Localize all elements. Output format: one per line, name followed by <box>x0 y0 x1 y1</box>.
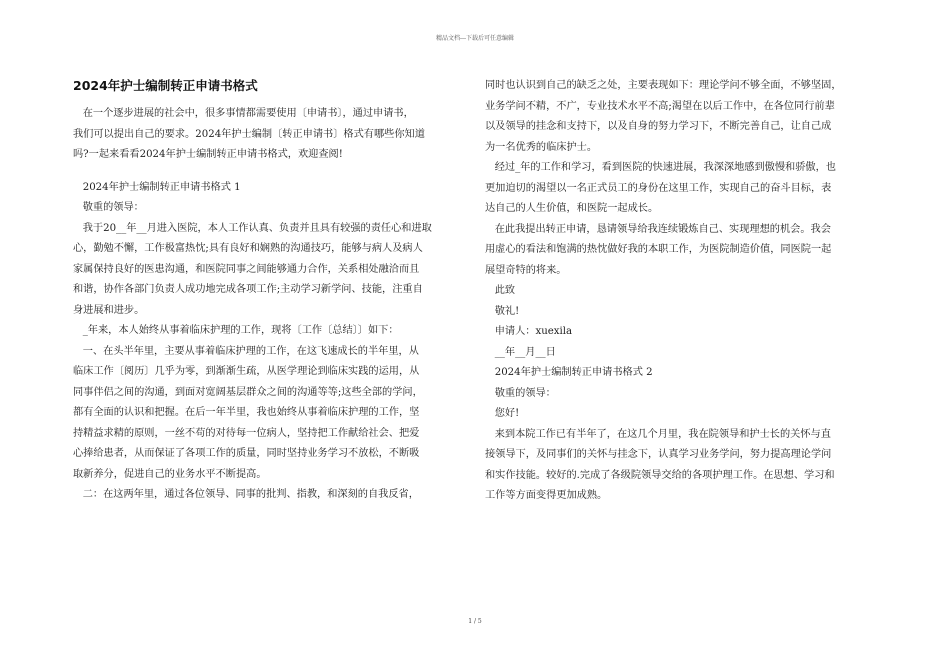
paragraph-line: 二：在这两年里，通过各位领导、同事的批判、指教，和深刻的自我反省， <box>73 489 419 500</box>
paragraph-line: 用虚心的看法和饱满的热忱做好我的本职工作，为医院制造价值，同医院一起 <box>485 244 832 255</box>
paragraph-line: 和实作技能。较好的.完成了各级院领导交给的各项护理工作。在思想、学习和 <box>485 469 835 481</box>
paragraph-line: 2024年护士编制转正申请书格式 1 <box>73 181 241 193</box>
paragraph-line: 同时也认识到自己的缺乏之处，主要表现如下：理论学问不够全面，不够坚固， <box>485 80 842 91</box>
paragraph-line: 工作等方面变得更加成熟。 <box>485 490 608 501</box>
paragraph-line: 家属保持良好的医患沟通，和医院同事之间能够通力合作，关系相处融洽而且 <box>73 263 420 275</box>
date-line: __年__月__日 <box>485 346 556 358</box>
right-column <box>485 76 880 507</box>
paragraph-line: 我们可以提出自己的要求。2024年护士编制〔转正申请书〕格式有哪些你知道 <box>73 128 425 140</box>
greeting-line: 您好! <box>485 408 520 419</box>
paragraph-line: 业务学问不精，不广，专业技术水平不高;渴望在以后工作中，在各位同行前辈 <box>485 100 835 112</box>
paragraph-line: _年来，本人始终从事着临床护理的工作，现将〔工作〔总结〕〕如下： <box>73 325 399 336</box>
paragraph-line: 心，勤勉不懈，工作极富热忱;具有良好和娴熟的沟通技巧，能够与病人及病人 <box>73 243 423 254</box>
paragraph-line: 临床工作〔阅历〕几乎为零，到渐渐生疏，从医学理论到临床实践的运用，从 <box>73 366 420 377</box>
paragraph-line: 展望奇特的将来。 <box>485 264 567 276</box>
paragraph-line: 在一个逐步进展的社会中，很多事情都需要使用〔申请书〕，通过申请书， <box>73 108 414 119</box>
paragraph-line: 我于20__年__月进入医院，本人工作认真、负责并且具有较强的责任心和进取 <box>73 222 432 234</box>
paragraph-line: 更加迫切的渴望以一名正式员工的身份在这里工作，实现自己的奋斗目标，表 <box>485 182 832 194</box>
spacer <box>73 166 468 178</box>
paragraph-line: 为一名优秀的临床护士。 <box>485 141 598 153</box>
paragraph-line: 持精益求精的原则，一丝不苟的对待每一位病人，坚持把工作献给社会、把爱 <box>73 427 420 439</box>
applicant-line: 申请人：xuexila <box>485 326 573 337</box>
closing-line: 敬礼! <box>485 305 520 317</box>
paragraph-line: 取新养分，促进自己的业务水平不断提高。 <box>73 468 267 480</box>
section-heading: 2024年护士编制转正申请书格式 2 <box>485 367 653 378</box>
paragraph-line: 同事伴侣之间的沟通，到面对宽阔基层群众之间的沟通等等;这些全部的学问， <box>73 386 423 398</box>
left-column <box>73 104 468 506</box>
paragraph-line: 吗?一起来看看2024年护士编制转正申请书格式，欢迎查阅! <box>73 149 343 160</box>
paragraph-line: 在此我提出转正申请，恳请领导给我连续锻炼自己、实现理想的机会。我会 <box>485 223 831 235</box>
paragraph-line: 敬重的领导： <box>73 202 144 213</box>
paragraph-line: 经过_年的工作和学习，看到医院的快速进展，我深深地感到傲慢和骄傲，也 <box>485 162 836 173</box>
paragraph-line: 以及领导的挂念和支持下，以及自身的努力学习下，不断完善自己，让自己成 <box>485 121 832 132</box>
paragraph-line: 都有全面的认识和把握。在后一年半里，我也始终从事着临床护理的工作，坚 <box>73 407 420 418</box>
page-header-note: 精品文档---下载后可任意编辑 <box>435 35 515 42</box>
paragraph-line: 和谐，协作各部门负责人成功地完成各项工作;主动学习新学问、技能，注重自 <box>73 284 423 295</box>
page-indicator: 1 / 5 <box>468 618 482 625</box>
paragraph-line: 接领导下，及同事们的关怀与挂念下，认真学习业务学问，努力提高理论学问 <box>485 449 832 460</box>
paragraph-line: 身进展和进步。 <box>73 304 145 316</box>
paragraph-line: 一、在头半年里，主要从事着临床护理的工作，在这飞速成长的半年里，从 <box>73 345 419 357</box>
paragraph-line: 来到本院工作已有半年了，在这几个月里，我在院领导和护士长的关怀与直 <box>485 428 831 440</box>
paragraph-line: 心捧给患者，从而保证了各项工作的质量，同时坚持业务学习不放松，不断吸 <box>73 448 420 459</box>
paragraph-line: 达自己的人生价值，和医院一起成长。 <box>485 203 659 214</box>
closing-line: 此致 <box>485 285 516 296</box>
document-title: 2024年护士编制转正申请书格式 <box>73 78 258 93</box>
greeting-line: 敬重的领导： <box>485 387 556 399</box>
